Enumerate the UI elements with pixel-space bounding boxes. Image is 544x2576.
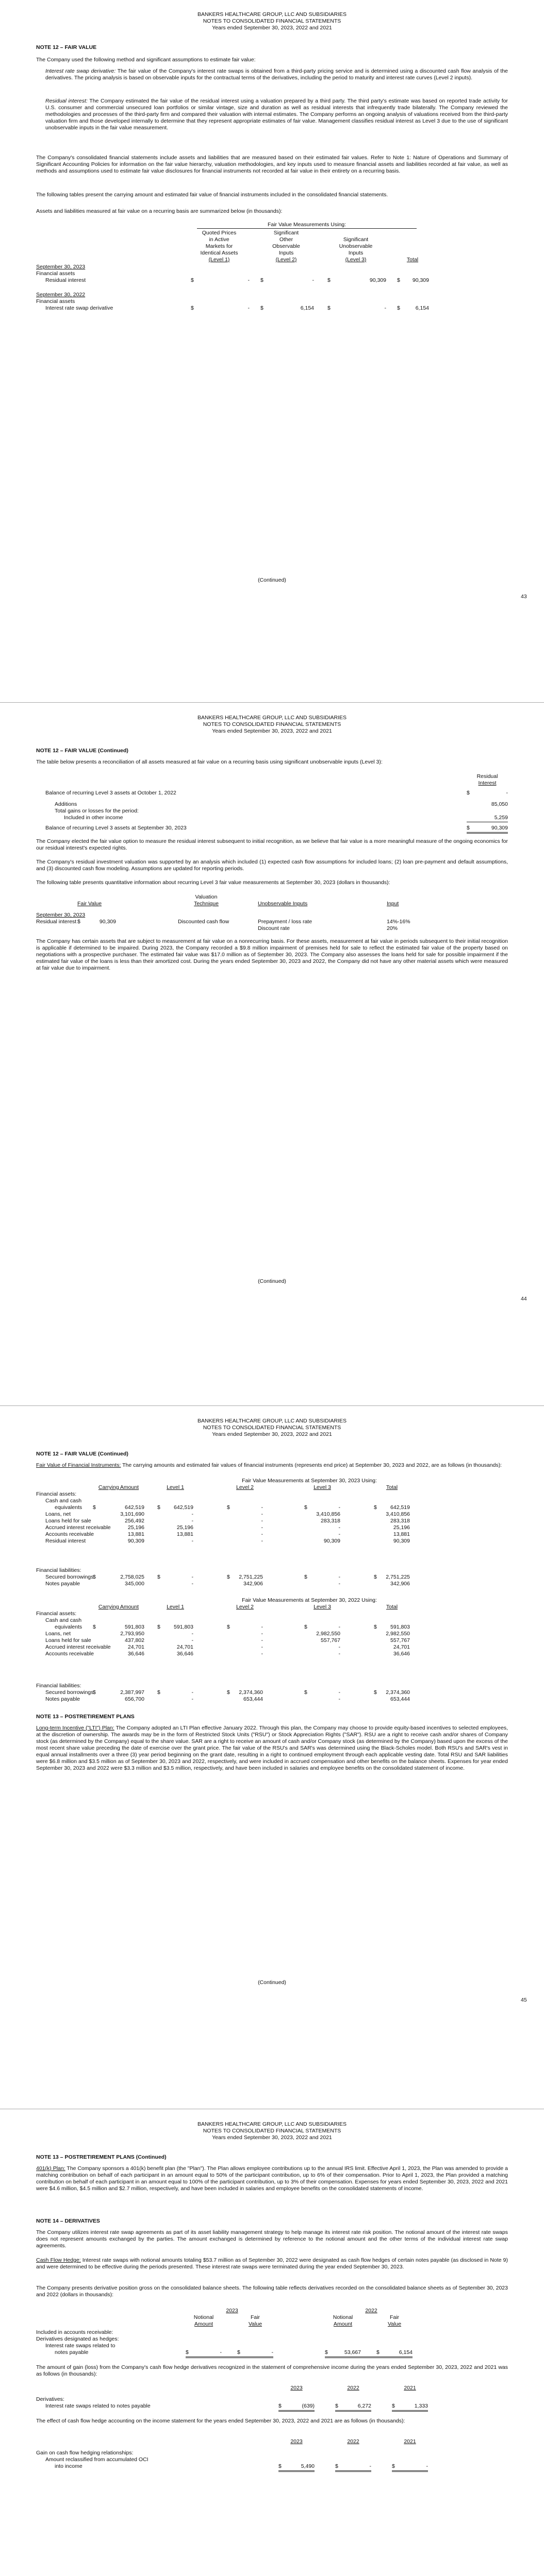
table-group-header: Fair Value Measurements Using: [267, 222, 347, 228]
table-cell: - [261, 1624, 263, 1630]
currency-symbol: $ [304, 1624, 307, 1630]
column-header: Unobservable Inputs [258, 901, 308, 907]
table-row-label: Interest rate swaps related to [45, 2343, 116, 2349]
table-cell: - [338, 1644, 340, 1650]
paragraph: The following tables present the carrying amount and estimated fair value of financial instruments included in the consolidated financial statements. [36, 192, 388, 198]
page-number: 44 [521, 1296, 527, 1302]
page-46: BANKERS HEALTHCARE GROUP, LLC AND SUBSIDIARIES NOTES TO CONSOLIDATED FINANCIAL STATEMENTS Years ended September 30, 2023, 2022 and 2021 NOTE 13 – POSTRETIREMENT PLANS (Continued) 401(k) Plan: The Company sponsors a 401(k) benefit plan (the "Plan"). The Plan allows employee contributions up to the annual IRS limit. Effective April 1, 2023, the Plan was amended to provide a matching contribution on behalf of each participant in an amount equal to 50% of the participant contribution, up to 6% of their compensation. Prior to April 1, 2023, the Plan provided a matching contribution on behalf of each participant in an amount equal to 100% of the participant contribution, up to 3% of their compensation. Expenses for years ended September 30, 2023, 2022 and 2021 were $4.6 million, $4.5 million and $2.7 million, respectively, and have been included in salaries and employee benefits on the consolidated statements of income. NOTE 14 – DERIVATIVES The Company utilizes interest rate swap agreements as part of its asset liability management strategy to help manage its interest rate risk position. The notional amount of the interest rate swaps does not represent amounts exchanged by the parties. The amount exchanged is determined by reference to the notional amount and the other terms of the individual interest rate swap agreements. Cash Flow Hedge: Interest rate swaps with notional amounts totaling $53.7 million as of September 30, 2022 were designated as cash flow hedges of certain notes payable (as disclosed in Note 9) and were determined to be effective during the periods presented. These interest rate swaps were terminated during the year ended September 30, 2023. The Company presents derivative position gross on the consolidated balance sheets. The following table reflects derivatives recorded on the consolidated balance sheets as of September 30, 2023 and 2022 (dollars in thousands): 2023 2022 Notional Amount Fair Value Notional Amount Fair Value Included in accounts receivable: Derivatives designated as hedges: Interest rate swaps related to notes payable $ - $ - $ 53,667 $ 6,154 The amount of gain (loss) from the Company's cash flow hedge derivatives recognized in the statement of comprehensive income during the years ended September 30, 2023, 2022 and 2021 was as follows (in thousands): 2023 2022 2021 Derivatives: Interest rate swaps related to notes payable $ (639) $ 6,272 $ 1,333 The effect of cash flow hedge accounting on the income statement for the years ended September 30, 2023, 2022 and 2021 are as follows (in thousands): 2023 2022 2021 Gain on cash flow hedging relationships: Amount reclassified from accumulated OCI into income $ 5,490 $ - $ - [0, 2110, 544, 2576]
table-cell: - [338, 1624, 340, 1630]
table-cell: 24,701 [393, 1644, 410, 1650]
table-cell: - [191, 1631, 193, 1637]
currency-symbol: $ [304, 1689, 307, 1696]
table-cell: 591,803 [125, 1624, 144, 1630]
table-cell: - [191, 1511, 193, 1517]
table-cell: 24,701 [176, 1644, 193, 1650]
table-cell: 25,196 [127, 1524, 144, 1531]
currency-symbol: $ [93, 1574, 96, 1580]
table-cell: 283,318 [321, 1518, 340, 1524]
currency-symbol: $ [304, 1574, 307, 1580]
table-subheader: Financial assets [36, 298, 75, 304]
table-cell: - [338, 1574, 340, 1580]
page-header: BANKERS HEALTHCARE GROUP, LLC AND SUBSIDIARIES NOTES TO CONSOLIDATED FINANCIAL STATEMENTS Years ended September 30, 2023, 2022 and 2021 [197, 1418, 347, 1437]
table-cell: 3,101,690 [120, 1511, 144, 1517]
paragraph: 401(k) Plan: The Company sponsors a 401(k) benefit plan (the "Plan"). The Plan allows employee contributions up to the annual IRS limit. Effective April 1, 2023, the Plan was amended to provide a matching contribution on behalf of each participant in an amount equal to 50% of the participant contribution, up to 6% of their compensation. Prior to April 1, 2023, the Plan provided a matching contribution on behalf of each participant in an amount equal to 100% of the participant contribution, up to 3% of their compensation. Expenses for years ended September 30, 2023, 2022 and 2021 were $4.6 million, $4.5 million and $2.7 million, respectively, and have been included in salaries and employee benefits on the consolidated statements of income. [36, 2165, 508, 2192]
page-header: BANKERS HEALTHCARE GROUP, LLC AND SUBSIDIARIES NOTES TO CONSOLIDATED FINANCIAL STATEMENTS Years ended September 30, 2023, 2022 and 2021 [197, 2121, 347, 2141]
section-heading: NOTE 12 – FAIR VALUE (Continued) [36, 1451, 128, 1457]
table-cell: - [191, 1637, 193, 1643]
paragraph: The following table presents quantitative information about recurring Level 3 fair value measurements at September 30, 2023 (dollars in thousands): [36, 879, 390, 886]
continued-label: (Continued) [258, 1278, 286, 1284]
continued-label: (Continued) [258, 577, 286, 583]
recon-value: 90,309 [491, 825, 508, 831]
table-cell: 2,374,360 [239, 1689, 263, 1696]
table-row-label: Cash and cash [45, 1617, 82, 1623]
table-cell: 283,318 [390, 1518, 410, 1524]
table-row-label: Residual interest [45, 1538, 86, 1544]
paragraph: The Company used the following method and significant assumptions to estimate fair value: [36, 57, 256, 63]
page-number: 43 [521, 594, 527, 600]
header-years: Years ended September 30, 2023, 2022 and 2021 [212, 25, 332, 31]
table-cell: 13,881 [176, 1531, 193, 1537]
section-heading: NOTE 14 – DERIVATIVES [36, 2218, 100, 2224]
recon-value: 5,259 [494, 815, 508, 821]
column-header: 2022 [347, 2438, 359, 2445]
term: 401(k) Plan: [36, 2165, 65, 2172]
table-cell: - [338, 1504, 340, 1511]
table-cell: - [338, 1531, 340, 1537]
table-cell: 90,309 [127, 1538, 144, 1544]
header-company: BANKERS HEALTHCARE GROUP, LLC AND SUBSIDIARIES [197, 11, 347, 18]
term: Fair Value of Financial Instruments: [36, 1462, 121, 1468]
column-header: 2022 [347, 2385, 359, 2391]
paragraph: Cash Flow Hedge: Interest rate swaps with notional amounts totaling $53.7 million as of September 30, 2022 were designated as cash flow hedges of certain notes payable (as disclosed in Note 9) and were determined to be effective during the periods presented. These interest rate swaps were terminated during the year ended September 30, 2023. [36, 2257, 508, 2270]
page-45 [0, 1406, 544, 2110]
paragraph: The Company's consolidated financial statements include assets and liabilities that are measured based on their estimated fair values. Refer to Note 1: Nature of Operations and Summary of Significant Accounting Policies for information on the fair value hierarchy, valuation methodologies, and key inputs used to measure financial assets and liabilities recorded at fair value, as well as methods and assumptions used to estimate fair value disclosures for financial instruments not recorded at fair value in their entirety on a recurring basis. [36, 155, 508, 174]
column-header: Technique [194, 901, 219, 907]
section-heading: NOTE 13 – POSTRETIREMENT PLANS [36, 1714, 135, 1720]
recon-row-label: Included in other income [64, 815, 123, 821]
column-header: Total [386, 1484, 398, 1490]
column-header: Fair Value [387, 2314, 402, 2327]
recon-value: - [506, 790, 508, 796]
column-header: Notional Amount [333, 2314, 353, 2327]
currency-symbol: $ [157, 1624, 160, 1630]
column-header: Fair Value [248, 2314, 262, 2327]
table-row-label: Secured borrowings [45, 1574, 94, 1580]
table-cell: 437,802 [125, 1637, 144, 1643]
table-row-label: into income [55, 2463, 83, 2469]
table-cell: - [261, 1538, 263, 1544]
table-cell: 256,492 [125, 1518, 144, 1524]
term: Long-term Incentive ("LTI") Plan: [36, 1725, 114, 1731]
table-subheader: Financial assets [36, 270, 75, 277]
currency-symbol: $ [374, 1574, 377, 1580]
table-row-label: Residual interest [45, 277, 86, 283]
column-header: Carrying Amount [98, 1604, 139, 1610]
page-43: BANKERS HEALTHCARE GROUP, LLC AND SUBSIDIARIES NOTES TO CONSOLIDATED FINANCIAL STATEMENTS Years ended September 30, 2023, 2022 and 2021 NOTE 12 – FAIR VALUE The Company used the following method and significant assumptions to estimate fair value: Interest rate swap derivative: The fair value of the Company's interest rate swaps is obtained from a third-party pricing service and is determined using a discounted cash flow analysis of the derivatives. The pricing analysis is based on observable inputs for the contractual terms of the derivatives, including the period to maturity and interest rate curves (Level 2 inputs). Residual interest: The Company estimated the fair value of the residual interest using a valuation prepared by a third party. The third party's estimate was based on reported trade activity for U.S. consumer and commercial unsecured loan portfolios or similar vintage, size and duration as well as residual interests that infrequently trade bilaterally. The Company reviewed the methodologies and processes of the third-party firm and compared their valuation with internal estimates. The Company performs an ongoing analysis of valuations received from the third-party valuation firm and those developed internally to determine that they represent appropriate estimates of fair value. Management classifies residual interest as Level 3 due to the use of significant unobservable inputs in the fair value measurement. The Company's consolidated financial statements include assets and liabilities that are measured based on their estimated fair values. Refer to Note 1: Nature of Operations and Summary of Significant Accounting Policies for information on the fair value hierarchy, valuation methodologies, and key inputs used to measure financial assets and liabilities recorded at fair value, as well as methods and assumptions used to estimate fair value disclosures for financial instruments not recorded at fair value in their entirety on a recurring basis. The following tables present the carrying amount and estimated fair value of financial instruments included in the consolidated financial statements. Assets and liabilities measured at fair value on a recurring basis are summarized below (in thousands): Fair Value Measurements Using: Quoted Prices in Active Markets for Identical Assets (Level 1) Significant Other Observable Inputs (Level 2) Significant Unobservable Inputs (Level 3) Total September 30, 2023 Financial assets Residual interest $ - $ - $ 90,309 $ 90,309 September 30, 2022 Financial assets Interest rate swap derivative $ - $ 6,154 $ - $ 6,154 (Continued) 43 [0, 0, 544, 703]
recon-value: 85,050 [491, 801, 508, 807]
table-row-label: Loans held for sale [45, 1637, 91, 1643]
table-cell: - [261, 1631, 263, 1637]
table-row-label: Accrued interest receivable [45, 1644, 111, 1650]
continued-label: (Continued) [258, 1979, 286, 1986]
currency-symbol: $ [374, 1624, 377, 1630]
currency-symbol: $ [374, 1689, 377, 1696]
column-header: 2023 [226, 2308, 238, 2314]
column-header: 2023 [290, 2438, 303, 2445]
table-cell: - [261, 1511, 263, 1517]
table-subheader: Financial liabilities: [36, 1683, 81, 1689]
currency-symbol: $ [227, 1689, 230, 1696]
table-cell: 557,767 [321, 1637, 340, 1643]
section-heading: NOTE 13 – POSTRETIREMENT PLANS (Continued) [36, 2154, 167, 2160]
table-cell: - [191, 1689, 193, 1696]
paragraph: The Company's residual investment valuation was supported by an analysis which included (1) expected cash flow assumptions for included loans; (2) loan pre-payment and default assumptions, and (3) discounted cash flow modeling. Assumptions are updated for reporting periods. [36, 859, 508, 872]
column-header: Valuation [195, 894, 218, 900]
table-row-label: equivalents [55, 1624, 83, 1630]
column-header: Level 1 [167, 1604, 184, 1610]
table-cell: - [191, 1574, 193, 1580]
table-cell: 653,444 [390, 1696, 410, 1702]
table-row-label: Gain on cash flow hedging relationships: [36, 2450, 134, 2456]
column-header: Level 2 [236, 1484, 254, 1490]
table-subheader: Financial liabilities: [36, 1567, 81, 1573]
column-header: Quoted Prices in Active Markets for Identical Assets (Level 1) [200, 230, 238, 263]
table-cell: - [191, 1696, 193, 1702]
table-cell: 2,751,225 [239, 1574, 263, 1580]
table-cell: 24,701 [127, 1644, 144, 1650]
paragraph: The Company presents derivative position gross on the consolidated balance sheets. The following table reflects derivatives recorded on the consolidated balance sheets as of September 30, 2023 and 2022 (dollars in thousands): [36, 2285, 508, 2298]
header-subtitle: NOTES TO CONSOLIDATED FINANCIAL STATEMENTS [203, 18, 341, 24]
table-cell: 642,519 [174, 1504, 193, 1511]
column-header: Level 3 [314, 1604, 331, 1610]
term: Interest rate swap derivative: [45, 68, 116, 74]
table-cell: 36,646 [127, 1651, 144, 1657]
table-cell: 36,646 [176, 1651, 193, 1657]
table-row-label: Notes payable [45, 1581, 80, 1587]
table-row-label: Amount reclassified from accumulated OCI [45, 2456, 149, 2463]
recon-row-label: Total gains or losses for the period: [55, 808, 139, 814]
column-header: 2023 [290, 2385, 303, 2391]
table-row-label: Loans, net [45, 1511, 71, 1517]
paragraph: Interest rate swap derivative: The fair value of the Company's interest rate swaps is obtained from a third-party pricing service and is determined using a discounted cash flow analysis of the derivatives. The pricing analysis is based on observable inputs for the contractual terms of the derivatives, including the period to maturity and interest rate curves (Level 2 inputs). [45, 68, 508, 81]
column-header: Residual Interest [476, 773, 498, 786]
table-cell: 13,881 [393, 1531, 410, 1537]
table-row-label: notes payable [55, 2349, 89, 2355]
recon-row-label: Balance of recurring Level 3 assets at October 1, 2022 [45, 790, 176, 796]
recon-row-label: Additions [55, 801, 77, 807]
currency-symbol: $ [157, 1689, 160, 1696]
table-row-label: Secured borrowings [45, 1689, 94, 1696]
currency-symbol: $ [93, 1504, 96, 1511]
table-cell: 653,444 [243, 1696, 263, 1702]
column-header: 2021 [404, 2438, 416, 2445]
table-row-label: Loans, net [45, 1631, 71, 1637]
table-row-label: Notes payable [45, 1696, 80, 1702]
table-section-date: September 30, 2022 [36, 292, 86, 298]
table-cell: 3,410,856 [386, 1511, 410, 1517]
table-row-label: Loans held for sale [45, 1518, 91, 1524]
table-cell: 342,906 [390, 1581, 410, 1587]
table-cell: 557,767 [390, 1637, 410, 1643]
table-cell: 2,793,950 [120, 1631, 144, 1637]
table-cell: 656,700 [125, 1696, 144, 1702]
table-cell: 13,881 [127, 1531, 144, 1537]
paragraph: The table below presents a reconciliation of all assets measured at fair value on a recurring basis using significant unobservable inputs (Level 3): [36, 759, 383, 765]
table-row-label: Cash and cash [45, 1498, 82, 1504]
page-header [0, 11, 544, 31]
table-row-label: Derivatives: [36, 2396, 64, 2402]
table-cell: 90,309 [323, 1538, 340, 1544]
table-group-header: Fair Value Measurements at September 30, 2023 Using: [242, 1478, 377, 1484]
currency-symbol: $ [93, 1689, 96, 1696]
table-row-label: Accounts receivable [45, 1651, 94, 1657]
table-cell: 2,982,550 [386, 1631, 410, 1637]
currency-symbol: $ [227, 1624, 230, 1630]
table-cell: 345,000 [125, 1581, 144, 1587]
table-cell: 2,387,997 [120, 1689, 144, 1696]
column-header: Total [386, 1604, 398, 1610]
table-subheader: Financial assets: [36, 1491, 77, 1497]
column-header: Level 1 [167, 1484, 184, 1490]
table-row-label: equivalents [55, 1504, 83, 1511]
section-heading: NOTE 12 – FAIR VALUE (Continued) [36, 748, 128, 754]
table-cell: 591,803 [390, 1624, 410, 1630]
column-header: Carrying Amount [98, 1484, 139, 1490]
table-cell: 642,519 [390, 1504, 410, 1511]
table-cell: - [338, 1581, 340, 1587]
paragraph: Long-term Incentive ("LTI") Plan: The Company adopted an LTI Plan effective January 2022. Through this plan, the Company may choose to provide equity-based incentives to selected employees, at the discretion of ownership. The awards may be in the form of Restricted Stock Units ("RSU") or Stock Appreciation Rights ("SAR"). RSU are a right to receive cash and/or shares of Company stock (as determined by the Company) equal to the share value. SAR are a right to receive an amount of cash and/or Company stock (as determined by the Company) based upon the excess of the most recent share value preceding the date of exercise over the grant price. The fair value of the RSU's and SAR's was determined using the Black-Scholes model. Both RSU's and SAR's vest in equal annual installments over a three (3) year period beginning on the grant date, resulting in a right to continued employment through each applicable vesting date. Total RSU and SAR liabilities were $6.8 million and $3.5 million as of September 30, 2023 and 2022, respectively, and were included in accrued compensation and other benefits on the balance sheets. Expenses for year ended September 30, 2023 and 2022 were $3.3 million and $3.5 million, respectively, and have been included in salaries and employee benefits on the consolidated statement of income. [36, 1725, 508, 1771]
table-cell: 25,196 [176, 1524, 193, 1531]
table-row-label: Interest rate swaps related to notes payable [45, 2403, 151, 2409]
column-header: Fair Value [77, 901, 102, 907]
table-cell: 642,519 [125, 1504, 144, 1511]
paragraph: The Company has certain assets that are subject to measurement at fair value on a nonrecurring basis. For these assets, measurement at fair value in periods subsequent to their initial recognition is applicable if determined to be impaired. During 2023, the Company recorded a $9.8 million impairment of premises held for sale to reflect the estimated fair value of the property based on negotiations with a prospective purchaser. The estimated fair value was $17.0 million as of September 30, 2023. The Company also assesses the loans held for sale for possible impairment if the estimated fair value of the loans is less than their amortized cost. During the years ended September 30, 2023 and 2022, the Company did not have any other material assets which were measured at fair value due to impairment. [36, 938, 508, 971]
currency-symbol: $ [227, 1574, 230, 1580]
table-row-label: Accrued interest receivable [45, 1524, 111, 1531]
table-subheader: Financial assets: [36, 1611, 77, 1617]
paragraph: The amount of gain (loss) from the Company's cash flow hedge derivatives recognized in the statement of comprehensive income during the years ended September 30, 2023, 2022 and 2021 was as follows (in thousands): [36, 2364, 508, 2377]
table-cell: 342,906 [243, 1581, 263, 1587]
page-44: BANKERS HEALTHCARE GROUP, LLC AND SUBSIDIARIES NOTES TO CONSOLIDATED FINANCIAL STATEMENTS Years ended September 30, 2023, 2022 and 2021 NOTE 12 – FAIR VALUE (Continued) The table below presents a reconciliation of all assets measured at fair value on a recurring basis using significant unobservable inputs (Level 3): Residual Interest Balance of recurring Level 3 assets at October 1, 2022 $ - Additions 85,050 Total gains or losses for the period: Included in other income 5,259 Balance of recurring Level 3 assets at September 30, 2023 $ 90,309 The Company elected the fair value option to measure the residual interest subsequent to initial recognition, as we believe that fair value is a more meaningful measure of the ongoing economics for our residual interest's expected rights. The Company's residual investment valuation was supported by an analysis which included (1) expected cash flow assumptions for included loans; (2) loan pre-payment and default assumptions, and (3) discounted cash flow modeling. Assumptions are updated for reporting periods. The following table presents quantitative information about recurring Level 3 fair value measurements at September 30, 2023 (dollars in thousands): Valuation Fair Value Technique Unobservable Inputs Input September 30, 2023 Residual interest $ 90,309 Discounted cash flow Prepayment / loss rate 14%-16% Discount rate 20% The Company has certain assets that are subject to measurement at fair value on a nonrecurring basis. For these assets, measurement at fair value in periods subsequent to their initial recognition is applicable if determined to be impaired. During 2023, the Company recorded a $9.8 million impairment of premises held for sale to reflect the estimated fair value of the property based on negotiations with a prospective purchaser. The estimated fair value was $17.0 million as of September 30, 2023. The Company also assesses the loans held for sale for possible impairment if the estimated fair value of the loans is less than their amortized cost. During the years ended September 30, 2023 and 2022, the Company did not have any other material assets which were measured at fair value due to impairment. (Continued) 44 [0, 703, 544, 1406]
paragraph: Residual interest: The Company estimated the fair value of the residual interest using a valuation prepared by a third party. The third party's estimate was based on reported trade activity for U.S. consumer and commercial unsecured loan portfolios or similar vintage, size and duration as well as residual interests that infrequently trade bilaterally. The Company reviewed the methodologies and processes of the third-party firm and compared their valuation with internal estimates. The Company performs an ongoing analysis of valuations received from the third-party valuation firm and those developed internally to determine that they represent appropriate estimates of fair value. Management classifies residual interest as Level 3 due to the use of significant unobservable inputs in the fair value measurement. [45, 98, 508, 131]
table-row-label: Accounts receivable [45, 1531, 94, 1537]
column-header: Total [406, 257, 419, 263]
term: Residual interest: [45, 98, 88, 104]
column-header: Notional Amount [193, 2314, 214, 2327]
paragraph: Assets and liabilities measured at fair value on a recurring basis are summarized below (in thousands): [36, 208, 283, 214]
paragraph: Fair Value of Financial Instruments: The carrying amounts and estimated fair values of financial instruments (represents end price) at September 30, 2023 and 2022, are as follows (in thousands): [36, 1462, 502, 1468]
table-cell: 90,309 [393, 1538, 410, 1544]
table-section-date: September 30, 2023 [36, 912, 86, 918]
table-cell: - [261, 1524, 263, 1531]
table-cell: 591,803 [174, 1624, 193, 1630]
table-cell: - [261, 1518, 263, 1524]
table-cell: - [338, 1689, 340, 1696]
term: Cash Flow Hedge: [36, 2257, 81, 2263]
table-cell: 2,758,025 [120, 1574, 144, 1580]
currency-symbol: $ [227, 1504, 230, 1511]
table-cell: 2,751,225 [386, 1574, 410, 1580]
table-row-label: Interest rate swap derivative [45, 305, 113, 311]
table-group-header: Fair Value Measurements at September 30, 2022 Using: [242, 1597, 377, 1603]
column-header: Significant Unobservable Inputs (Level 3) [339, 236, 373, 263]
table-row-label: Derivatives designated as hedges: [36, 2336, 119, 2342]
table-cell: 2,982,550 [316, 1631, 340, 1637]
paragraph: The Company utilizes interest rate swap agreements as part of its asset liability management strategy to help manage its interest rate risk position. The notional amount of the interest rate swaps does not represent amounts exchanged by the parties. The amount exchanged is determined by reference to the notional amount and the other terms of the individual interest rate swap agreements. [36, 2229, 508, 2249]
table-cell: - [261, 1504, 263, 1511]
currency-symbol: $ [157, 1504, 160, 1511]
table-cell: - [191, 1538, 193, 1544]
table-cell: 36,646 [393, 1651, 410, 1657]
currency-symbol: $ [157, 1574, 160, 1580]
column-header: Level 2 [236, 1604, 254, 1610]
table-cell: - [261, 1644, 263, 1650]
column-header: 2021 [404, 2385, 416, 2391]
table-cell: - [338, 1696, 340, 1702]
column-header: Level 3 [314, 1484, 331, 1490]
column-header: Input [387, 901, 399, 907]
table-cell: 3,410,856 [316, 1511, 340, 1517]
recon-row-label: Balance of recurring Level 3 assets at September 30, 2023 [45, 825, 187, 831]
currency-symbol: $ [304, 1504, 307, 1511]
table-cell: - [338, 1651, 340, 1657]
table-cell: 25,196 [393, 1524, 410, 1531]
table-section-date: September 30, 2023 [36, 264, 86, 270]
table-cell: - [261, 1651, 263, 1657]
table-cell: - [261, 1637, 263, 1643]
table-cell: - [338, 1524, 340, 1531]
table-cell: - [261, 1531, 263, 1537]
column-header: 2022 [365, 2308, 377, 2314]
table-cell: - [191, 1518, 193, 1524]
section-heading: NOTE 12 – FAIR VALUE [36, 44, 97, 50]
table-row-label: Included in accounts receivable: [36, 2329, 113, 2335]
table-cell: 2,374,360 [386, 1689, 410, 1696]
column-header: Significant Other Observable Inputs (Level 2) [272, 230, 300, 263]
currency-symbol: $ [93, 1624, 96, 1630]
table-cell: - [191, 1581, 193, 1587]
paragraph: The Company elected the fair value option to measure the residual interest subsequent to initial recognition, as we believe that fair value is a more meaningful measure of the ongoing economics for our residual interest's expected rights. [36, 838, 508, 851]
page-header: BANKERS HEALTHCARE GROUP, LLC AND SUBSIDIARIES NOTES TO CONSOLIDATED FINANCIAL STATEMENTS Years ended September 30, 2023, 2022 and 2021 [197, 715, 347, 734]
currency-symbol: $ [374, 1504, 377, 1511]
page-number: 45 [521, 1997, 527, 2003]
paragraph: The effect of cash flow hedge accounting on the income statement for the years ended September 30, 2023, 2022 and 2021 are as follows (in thousands): [36, 2418, 405, 2424]
